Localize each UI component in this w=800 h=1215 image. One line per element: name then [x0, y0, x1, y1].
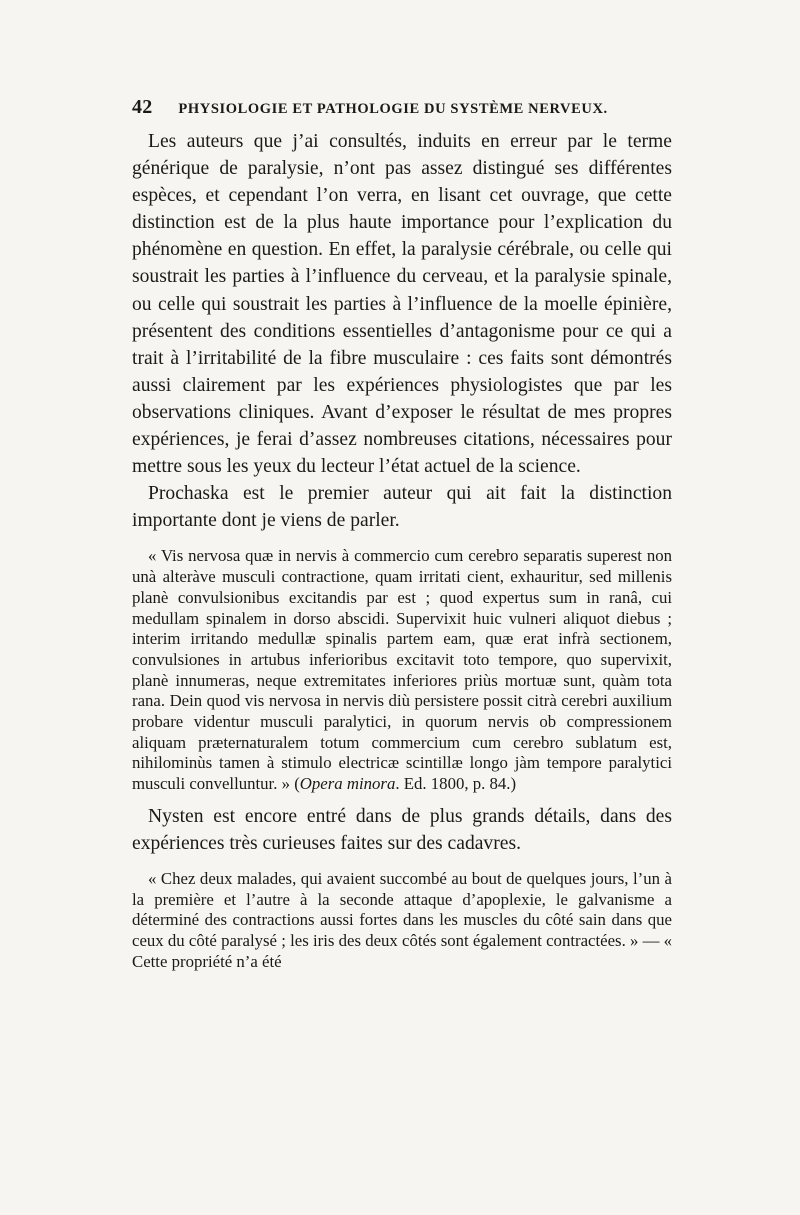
quote-prochaska: [132, 546, 672, 794]
page-body: [132, 128, 672, 973]
quote-nysten: « Chez deux malades, qui avaient succombé au bout de quelques jours, l’un à la première et l’autre à la seconde attaque d’apoplexie, le galvanisme a déterminé des contractions aussi fortes dans les muscles du côté sain dans que ceux du côté paralysé ; les iris des deux côtés sont également contractées. » — « Cette propriété n’a été: [132, 869, 672, 971]
citation-details: . Ed. 1800, p. 84.): [395, 774, 517, 794]
paragraph-paralysis-distinction: Les auteurs que j’ai consultés, induits en erreur par le terme générique de paralysie, n’ont pas assez distingué ses différentes espèces, et cependant l’on verra, en lisant cet ouvrage, que cette distinction est de la plus haute importance pour l’explication du phénomène en question. En effet, la paralysie cérébrale, ou celle qui soustrait les parties à l’influence du cerveau, et la paralysie spinale, ou celle qui soustrait les parties à l’influence de la moelle épinière, présentent des conditions essentielles d’antagonisme pour ce qui a trait à l’irritabilité de la fibre musculaire : ces faits sont démontrés aussi clairement par les expériences physiologistes que par les observations cliniques. Avant d’exposer le résultat de mes propres expériences, je ferai d’assez nombreuses citations, nécessaires pour mettre sous les yeux du lecteur l’état actuel de la science.: [132, 131, 672, 478]
paragraph-nysten: Nysten est encore entré dans de plus grands détails, dans des expériences très curieuses faites sur des cadavres.: [132, 805, 672, 854]
running-header: [132, 96, 672, 119]
page-number: 42: [132, 96, 153, 118]
quote-prochaska-text: « Vis nervosa quæ in nervis à commercio cum cerebro separatis superest non unà alteràve musculi contractione, quam irritati cient, exhauritur, sed millenis planè convulsionibus excitandis par est ; quod expertus sum in ranâ, cui medullam spinalem in dorso abscidi. Supervixit huic vulneri aliquot diebus ; interim irritando medullæ spinalis partem eam, quæ erat infrà sectionem, convulsiones in artubus inferioribus excitavit toto tempore, quo supervixit, planè innumeras, neque extremitates inferiores priùs mortuæ sunt, quàm tota rana. Dein quod vis nervosa in nervis diù persistere possit citrà cerebri auxilium probare videntur musculi paralytici, in quorum nervis ob compressionem aliquam præternaturalem totum commercium cum cerebro sublatum est, nihilominùs tamen à stimulo electricæ scintillæ longo jàm tempore paralytici musculi convelluntur. » (: [132, 546, 672, 794]
paragraph-prochaska: Prochaska est le premier auteur qui ait fait la distinction importante dont je viens de parler.: [132, 483, 672, 532]
citation-title: Opera minora: [299, 774, 396, 794]
running-title: PHYSIOLOGIE ET PATHOLOGIE DU SYSTÈME NERVEUX.: [178, 100, 608, 118]
